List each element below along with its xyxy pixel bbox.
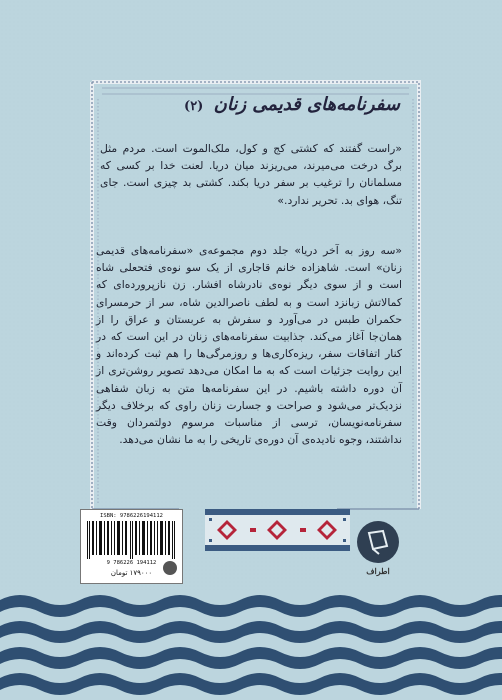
publisher-logo bbox=[356, 520, 400, 564]
price-label: ۱۷۹۰۰۰ تومان bbox=[110, 569, 153, 577]
barcode-bars bbox=[85, 521, 178, 559]
small-publisher-icon bbox=[163, 561, 177, 575]
wave-pattern bbox=[0, 590, 502, 700]
book-series-title bbox=[100, 94, 400, 124]
textile-motif bbox=[205, 509, 350, 551]
description-paragraph: «سه روز به آخر دریا» جلد دوم مجموعه‌ی «سفرنامه‌های قدیمی زنان» است. شاهزاده خانم قاجاری از یک سو نوه‌ی فتحعلی شاه است و از سوی دیگر نوه‌ی نادرشاه افشار. زن نازپرورده‌ای که کمالاتش زبانزد است و به لطف ناصرالدین شاه، سر از حرمسرای حکمران طبس در می‌آورد و سفرش به عربستان و عراق را از همان‌جا آغاز می‌کند. جذابیت سفرنامه‌های زنان در این است که در کنار اتفاقات سفر، ریزه‌کاری‌ها و روزمرگی‌ها را هم ثبت کرده‌اند و این روایت جزئیات است که به ما امکان می‌دهد تصویر روشن‌تری از آن دوره داشته باشیم. در این سفرنامه‌ها متن به زبان شفاهی نزدیک‌تر می‌شود و صراحت و جسارت زنان راوی که برخلاف دیگر سفرنامه‌نویسان، ترسی از مناسبات مرسوم دولتمردان وقت نداشتند، وجوه نادیده‌ی آن دوره‌ی تاریخی را به ما نشان می‌دهد. bbox=[96, 244, 402, 447]
volume-number: (۲) bbox=[184, 99, 204, 114]
isbn-text: ISBN: 9786226194112 bbox=[100, 513, 163, 519]
title-text: سفرنامه‌های قدیمی زنان bbox=[213, 94, 400, 115]
barcode-label bbox=[80, 509, 183, 584]
isbn-digits: 9 786226 194112 bbox=[106, 560, 157, 566]
quote-paragraph: «راست گفتند که کشتی کج و کول، ملک‌الموت است. مردم مثل برگ درخت می‌میرند، می‌ریزند میان دریا. لعنت خدا بر کسی که مسلمانان را ترغیب بر سفر دریا بکند. کشتی بد چیزی است. جای تنگ، هوای بد. تحریر ندارد.» bbox=[100, 142, 402, 207]
publisher-name: اطراف bbox=[366, 566, 390, 576]
